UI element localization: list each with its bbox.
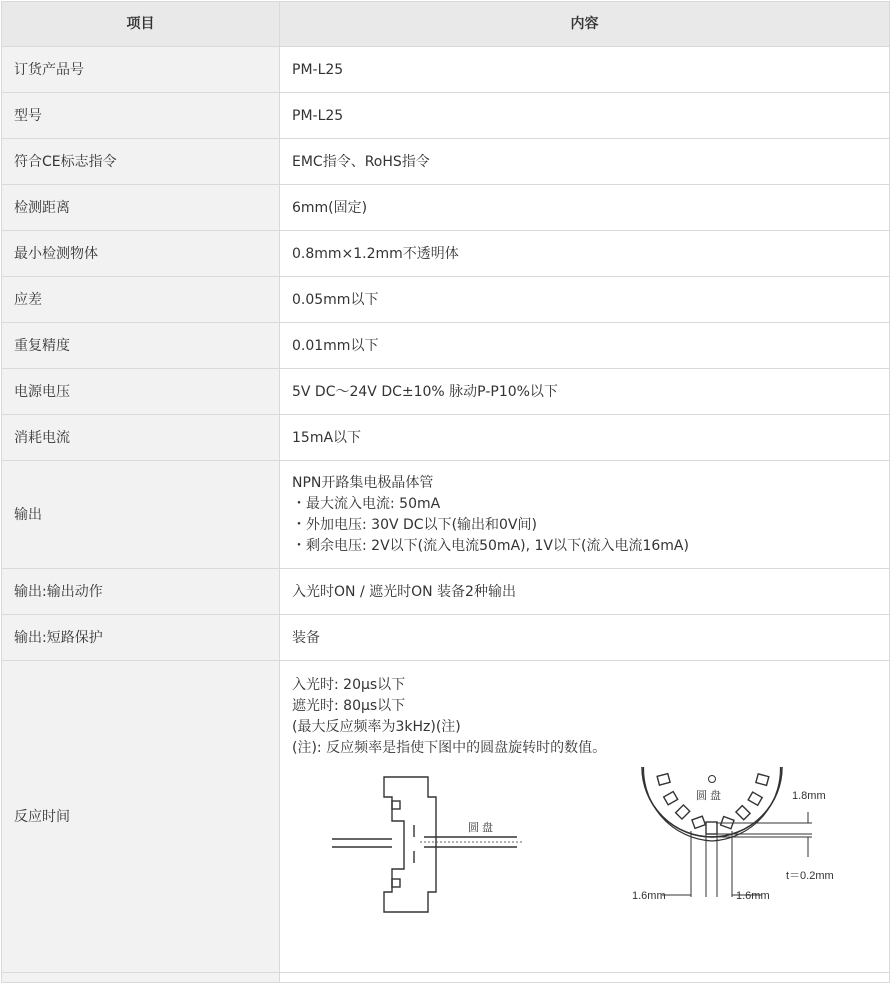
row-label: 输出 xyxy=(2,461,280,569)
output-line: ・最大流入电流: 50mA xyxy=(292,495,441,512)
disc-label-right: 圆 盘 xyxy=(696,790,722,802)
row-value: 6mm(固定) xyxy=(280,185,890,231)
row-value: 装备 xyxy=(280,615,890,661)
table-row-extra xyxy=(2,973,890,983)
table-row xyxy=(2,369,890,415)
table-row xyxy=(2,415,890,461)
sensor-drawing xyxy=(332,777,522,912)
row-value: 0.01mm以下 xyxy=(280,323,890,369)
table-row xyxy=(2,47,890,93)
row-label: 检测距离 xyxy=(2,185,280,231)
row-label: 最小检测物体 xyxy=(2,231,280,277)
dim-16-right: 1.6mm xyxy=(736,890,770,902)
row-value: EMC指令、RoHS指令 xyxy=(280,139,890,185)
row-label: 输出:短路保护 xyxy=(2,615,280,661)
table-row xyxy=(2,93,890,139)
response-line: 入光时: 20μs以下 xyxy=(292,677,406,693)
response-cell xyxy=(280,661,890,973)
dim-18: 1.8mm xyxy=(792,790,826,802)
output-line: ・外加电压: 30V DC以下(输出和0V间) xyxy=(292,516,537,533)
table-row-output xyxy=(2,461,890,569)
disc-diagram-svg xyxy=(292,767,882,932)
row-label: 应差 xyxy=(2,277,280,323)
row-label: 电源电压 xyxy=(2,369,280,415)
row-label: 输出:输出动作 xyxy=(2,569,280,615)
header-item: 项目 xyxy=(2,2,280,47)
table-row xyxy=(2,323,890,369)
response-line: (最大反应频率为3kHz)(注) xyxy=(292,719,461,735)
table-row xyxy=(2,139,890,185)
row-label: 反应时间 xyxy=(2,661,280,973)
row-value: 入光时ON / 遮光时ON 装备2种输出 xyxy=(280,569,890,615)
table-row xyxy=(2,185,890,231)
row-value: PM-L25 xyxy=(280,47,890,93)
output-lines xyxy=(280,461,890,569)
row-value: 0.8mm×1.2mm不透明体 xyxy=(280,231,890,277)
table-row xyxy=(2,569,890,615)
row-value: 15mA以下 xyxy=(280,415,890,461)
row-value: PM-L25 xyxy=(280,93,890,139)
dim-16-left: 1.6mm xyxy=(632,890,666,902)
output-line: NPN开路集电极晶体管 xyxy=(292,474,434,491)
response-line: (注): 反应频率是指使下图中的圆盘旋转时的数值。 xyxy=(292,740,607,756)
disc-diagram xyxy=(292,767,877,932)
row-label: 消耗电流 xyxy=(2,415,280,461)
row-label: 订货产品号 xyxy=(2,47,280,93)
row-label-empty xyxy=(2,973,280,983)
row-value-empty xyxy=(280,973,890,983)
row-label: 符合CE标志指令 xyxy=(2,139,280,185)
output-line: ・剩余电压: 2V以下(流入电流50mA), 1V以下(流入电流16mA) xyxy=(292,537,689,554)
header-content: 内容 xyxy=(280,2,890,47)
dim-t: t＝0.2mm xyxy=(786,870,834,882)
table-row xyxy=(2,615,890,661)
spec-table xyxy=(1,1,890,983)
row-label: 型号 xyxy=(2,93,280,139)
row-label: 重复精度 xyxy=(2,323,280,369)
table-row xyxy=(2,277,890,323)
table-row-response xyxy=(2,661,890,973)
response-line: 遮光时: 80μs以下 xyxy=(292,698,406,714)
row-value: 0.05mm以下 xyxy=(280,277,890,323)
row-value: 5V DC～24V DC±10% 脉动P-P10%以下 xyxy=(280,369,890,415)
disc-label-left: 圆 盘 xyxy=(468,822,494,834)
table-row xyxy=(2,231,890,277)
header-row xyxy=(2,2,890,47)
